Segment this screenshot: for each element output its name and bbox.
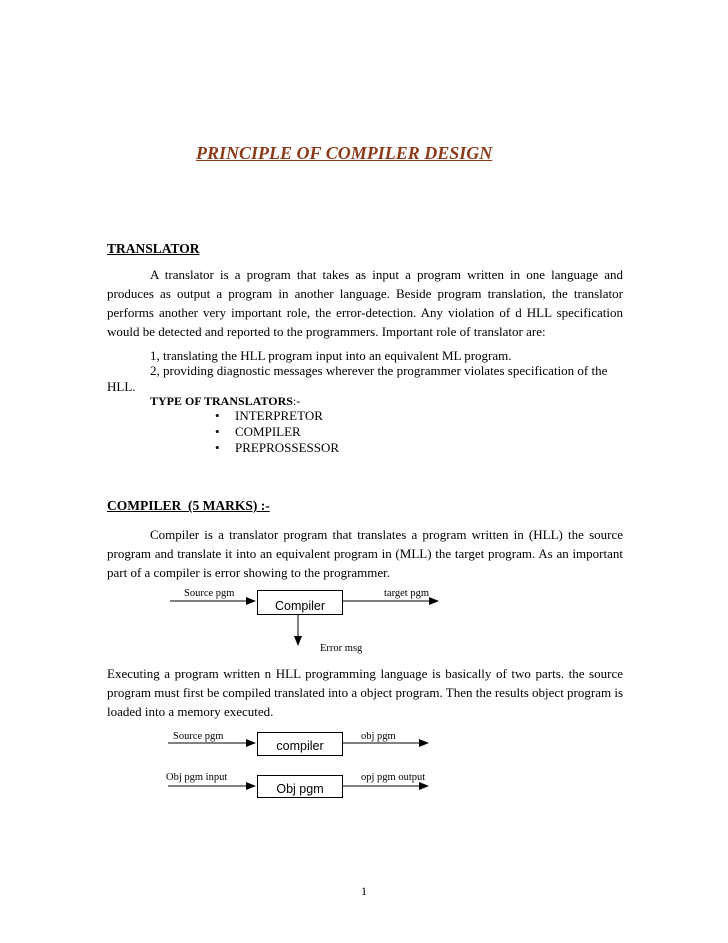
diagram3-output-label: opj pgm output	[361, 772, 426, 783]
translator-role-2: 2, providing diagnostic messages wherever the programmer violates specification of the	[150, 363, 608, 378]
diagram2-box-label: compiler	[276, 739, 324, 753]
diagram3-box-label: Obj pgm	[276, 782, 324, 796]
translator-type-label: PREPROSSESSOR	[235, 440, 340, 455]
diagram2-input-label: Source pgm	[173, 731, 224, 742]
translator-type-label: COMPILER	[235, 424, 301, 439]
diagram1-input-label: Source pgm	[184, 588, 235, 599]
translator-paragraph-text: A translator is a program that takes as input a program written in one language and produces as output a program in another language. Beside program translation, the translator performs another very important role, the error-detection. Any violation of d HLL specification would be detected and reported to the programmers. Important role of translator are:	[107, 267, 623, 339]
diagram3-input-label: Obj pgm input	[166, 772, 228, 783]
diagram1-output-label: target pgm	[384, 588, 430, 599]
translator-heading: TRANSLATOR	[107, 241, 200, 256]
compiler-heading: COMPILER (5 MARKS) :-	[107, 498, 270, 513]
translator-types-label: TYPE OF TRANSLATORS	[150, 394, 293, 408]
diagram1-box-label: Compiler	[274, 599, 325, 613]
bullet-icon: •	[215, 440, 220, 455]
translator-role-2-cont: HLL.	[107, 379, 136, 394]
translator-types-suffix: :-	[292, 394, 301, 408]
diagram2-compiler-box	[257, 732, 343, 756]
diagram3-objpgm-box	[257, 775, 343, 798]
bullet-icon: •	[215, 408, 220, 423]
execution-paragraph: Executing a program written n HLL programming language is basically of two parts. the source program must first be compiled translated into a object program. Then the results object program is loaded into a memory executed.	[107, 666, 624, 719]
compiler-paragraph-text: Compiler is a translator program that translates a program written in (HLL) the source program and translate it into an equivalent program in (MLL) the target program. As an important part of a compiler is error showing to the programmer.	[107, 527, 623, 580]
diagram1-compiler-box	[257, 590, 343, 615]
document-title: PRINCIPLE OF COMPILER DESIGN	[196, 143, 493, 163]
translator-type-label: INTERPRETOR	[235, 408, 323, 423]
page-number: 1	[361, 884, 367, 898]
bullet-icon: •	[215, 424, 220, 439]
diagram1-error-label: Error msg	[320, 643, 363, 654]
translator-role-1: 1, translating the HLL program input into an equivalent ML program.	[150, 348, 512, 363]
diagram2-output-label: obj pgm	[361, 731, 396, 742]
